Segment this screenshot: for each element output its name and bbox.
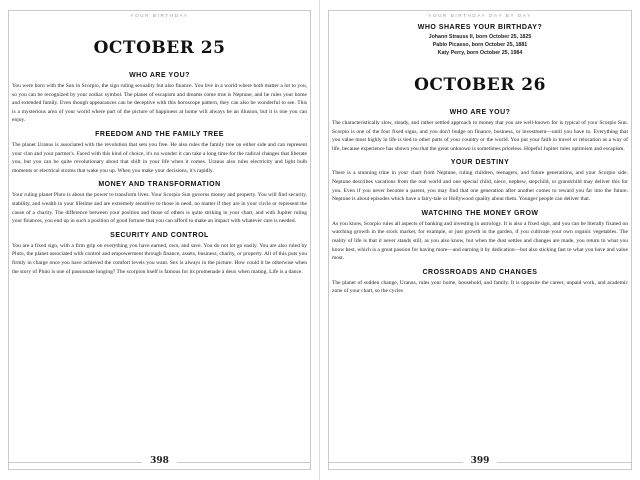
shares-heading: WHO SHARES YOUR BIRTHDAY? bbox=[417, 24, 543, 31]
section-heading: FREEDOM AND THE FAMILY TREE bbox=[95, 130, 224, 138]
page-number: 399 bbox=[320, 456, 640, 466]
section-heading: YOUR DESTINY bbox=[450, 159, 510, 167]
running-head: YOUR BIRTHDAY DAY BY DAY bbox=[320, 13, 640, 18]
section-body: There is a stunning trine in your chart from Neptune, ruling children, teenagers, and future generations, and your Scorpio side. Neptune describes vacations from the real world and one special child, niece, nephew, stepchild, or grandchild may deliver this for you. Even if you never become a parent, you may find that one generation after another comes to reward you far into the future. Neptune is about episodes which have a fairy-tale or Hollywood quality about them. Younger people can deliver that. bbox=[332, 170, 628, 203]
section-body: As you know, Scorpio rules all aspects of banking and investing in astrology. It is also a fixed sign, and you can be literally fixated on watching growth in the stock market, for example, or just growth in the garden, if you cultivate your own organic vegetables. The reality of life is that it never stands still, as you also know, but when the dust settles and changes are made, you return to what you know best, which is a great passion for having more—and earning it by dedication—but also sticking fast to what you have and value most. bbox=[332, 220, 628, 262]
section-heading: WHO ARE YOU? bbox=[129, 72, 190, 79]
section-body: You were born with the Sun in Scorpio, the sign ruling sexuality but also finance. You live in a world where both matter a lot to you, so you can be recognized by your zodiac symbol. The planet of escapism and dreams come true is Neptune, and he rules your home and extended family. Even though appearances can be deceptive with this horoscope pattern, they can also be wonderful to see. This is a mysterious area of your world where part of the picture of happiness at home will always be an illusion, but it is one you can enjoy. bbox=[12, 83, 307, 124]
celebrity-entry: Pablo Picasso, born October 25, 1881 bbox=[432, 42, 528, 48]
section-heading: WATCHING THE MONEY GROW bbox=[421, 209, 539, 217]
section-body: Your ruling planet Pluto is about the power to transform lives. Your Scorpio Sun governs money and property. You will find security, stability, and wealth in your lifetime and are extremely sensitive to those in need, no matter if they are in your circle or represent the cause of a charity. The difference between your position and those of others is quite striking in your chart, and with Jupiter ruling your finances, you end up in such a position of good fortune that you can afford to make an impact with whatever care is needed. bbox=[12, 192, 307, 225]
left-page-content bbox=[12, 24, 307, 450]
date-title: OCTOBER 25 bbox=[93, 38, 226, 58]
right-page bbox=[320, 0, 640, 480]
right-page-content bbox=[332, 24, 628, 450]
section-heading: SECURITY AND CONTROL bbox=[110, 231, 209, 239]
section-body: The planet Uranus is associated with the revolution that sets you free. He also rules the family tree on either side and can represent your clan and your partner's. Faced with this kind of choice, it's no wonder it can take a long time for the radical changes that liberate you, but you can be quite revolutionary about that shift in your life when it comes. Uranus also rules electricity and light bulb moments or electrical storms that wake you up. When you make your decisions, it's rapidly. bbox=[12, 141, 307, 174]
running-head: YOUR BIRTHDAY bbox=[0, 13, 319, 18]
section-heading: CROSSROADS AND CHANGES bbox=[422, 268, 538, 276]
section-body: The planet of sudden change, Uranus, rules your home, household, and family. It is opposite the career, unpaid work, and academic zone of your chart, so the cycles bbox=[332, 279, 628, 295]
shares-birthday-box bbox=[332, 24, 628, 57]
celebrity-entry: Katy Perry, born October 25, 1984 bbox=[437, 50, 523, 56]
section-heading: MONEY AND TRANSFORMATION bbox=[98, 181, 221, 189]
section-heading: WHO ARE YOU? bbox=[449, 109, 511, 116]
date-title: OCTOBER 26 bbox=[414, 75, 546, 95]
section-body: You are a fixed sign, with a firm grip on everything you have earned, own, and save. You do not let go easily. You are also ruled by Pluto, the planet associated with control and empowerment through finance, assets, business, charity, or property. All of this puts you firmly in charge once you have achieved the comfort levels you want. Sex is always in the picture. How could it be otherwise when the story of Pluto is one of passionate longing? The scorpion itself is famous for its promenade à deux when mating. Life is a dance. bbox=[12, 242, 307, 275]
page-number: 398 bbox=[0, 456, 319, 466]
celebrity-entry: Johann Strauss II, born October 25, 1825 bbox=[428, 34, 532, 40]
section-body: The characteristically slow, steady, and rather settled approach to money that you are well-known for is typical of your Scorpio Sun. Scorpio is one of the four fixed signs, and you don't budge on finance, business, or investment—until you have to. Everything that you value most highly in life is tied to other parts of your country or the world. You put your faith in travel or relocation as a way of life, because experience has shown you that the great unknown is sometimes priceless. Hopeful Jupiter rules optimism and escapism. bbox=[332, 120, 628, 152]
